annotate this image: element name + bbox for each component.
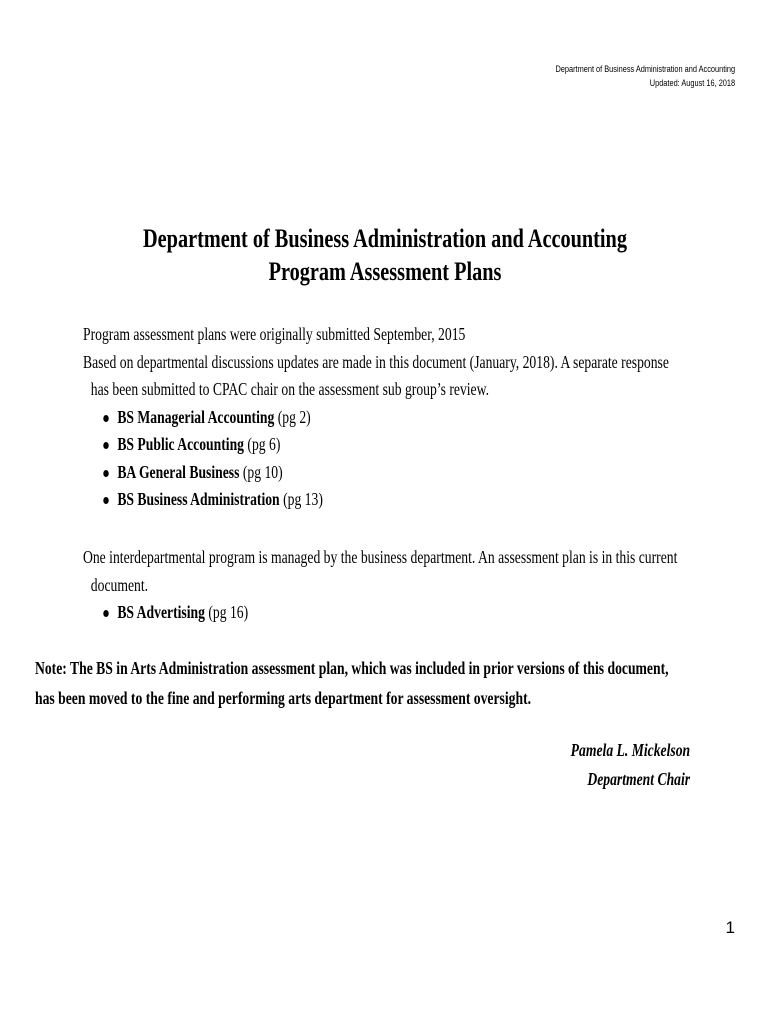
program-page: (pg 13) [283,489,323,509]
page-header [555,62,735,90]
interdepartmental-line-1: One interdepartmental program is managed by the business department. An assessment plan is in this current [83,547,678,567]
document-title [0,222,770,288]
program-page: (pg 6) [247,434,281,454]
list-item [83,599,677,627]
interdepartmental-line-2: document. [90,574,149,595]
intro-line-1: Program assessment plans were originally submitted September, 2015 [83,324,466,344]
signature-block [537,736,690,794]
program-name: BS Managerial Accounting [117,406,275,427]
intro-line-2: Based on departmental discussions updates are made in this document (January, 2018). A separate response [83,351,669,372]
note-line-1: Note: The BS in Arts Administration assessment plan, which was included in prior versions of this document, [35,658,669,678]
page-number: 1 [725,918,735,937]
intro-section [83,321,770,514]
list-item [83,431,669,459]
signature-name: Pamela L. Mickelson [570,740,690,760]
program-page: (pg 2) [277,406,311,427]
title-line-2: Program Assessment Plans [268,257,502,286]
title-line-1: Department of Business Administration and Accounting [143,224,627,253]
note-line-2: has been moved to the fine and performing arts department for assessment oversight. [35,688,532,708]
program-name: BS Public Accounting [117,434,244,454]
program-name: BA General Business [117,461,240,482]
interdepartmental-program-list [83,599,677,627]
header-updated-date: Updated: August 16, 2018 [649,78,735,88]
header-department: Department of Business Administration and Accounting [555,64,735,74]
program-page: (pg 16) [208,602,249,622]
note-section [35,653,770,713]
list-item [83,404,669,432]
list-item [83,459,669,487]
interdepartmental-section [83,544,770,627]
program-list [83,404,669,514]
program-name: BS Business Administration [117,489,280,509]
intro-line-3: has been submitted to CPAC chair on the assessment sub group’s review. [90,379,490,399]
list-item [83,486,669,514]
signature-role: Department Chair [587,769,690,789]
program-name: BS Advertising [117,602,205,622]
program-page: (pg 10) [242,461,283,482]
